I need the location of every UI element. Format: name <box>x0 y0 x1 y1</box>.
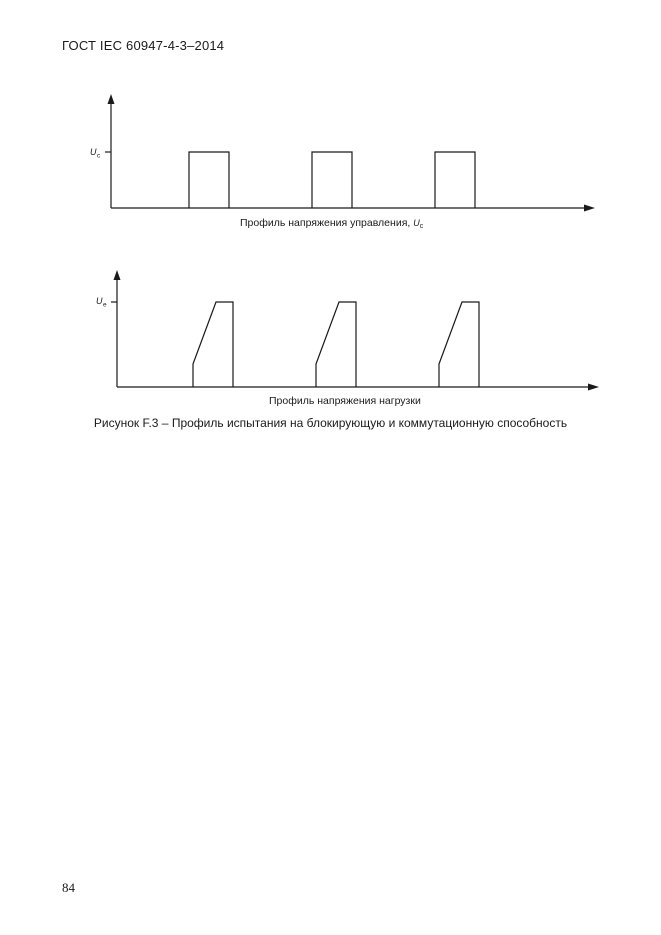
load-profile-label: Профиль напряжения нагрузки <box>269 395 421 407</box>
control-y-arrow <box>108 94 115 104</box>
load-y-subscript: e <box>103 301 107 309</box>
load-x-arrow <box>588 384 599 391</box>
load-pulse-2 <box>316 302 356 387</box>
figure-caption: Рисунок F.3 – Профиль испытания на блокирующую и коммутационную способность <box>93 416 568 430</box>
page-number: 84 <box>62 880 75 895</box>
control-y-symbol: U <box>90 147 97 157</box>
load-y-arrow <box>114 270 121 280</box>
control-pulse-1 <box>189 152 229 208</box>
control-x-arrow <box>584 205 595 212</box>
load-pulse-3 <box>439 302 479 387</box>
document-id-header: ГОСТ IEC 60947-4-3–2014 <box>62 38 225 53</box>
load-pulse-1 <box>193 302 233 387</box>
control-profile-label-symbol: U <box>413 218 420 228</box>
control-pulse-3 <box>435 152 475 208</box>
control-profile-label-text: Профиль напряжения управления, <box>240 217 414 229</box>
control-profile-label-subscript: c <box>419 223 424 230</box>
control-profile-label <box>240 217 424 230</box>
load-y-symbol: U <box>96 296 103 306</box>
control-pulse-2 <box>312 152 352 208</box>
control-voltage-profile <box>105 94 595 212</box>
control-y-subscript: c <box>97 152 101 160</box>
load-voltage-profile <box>111 270 599 391</box>
